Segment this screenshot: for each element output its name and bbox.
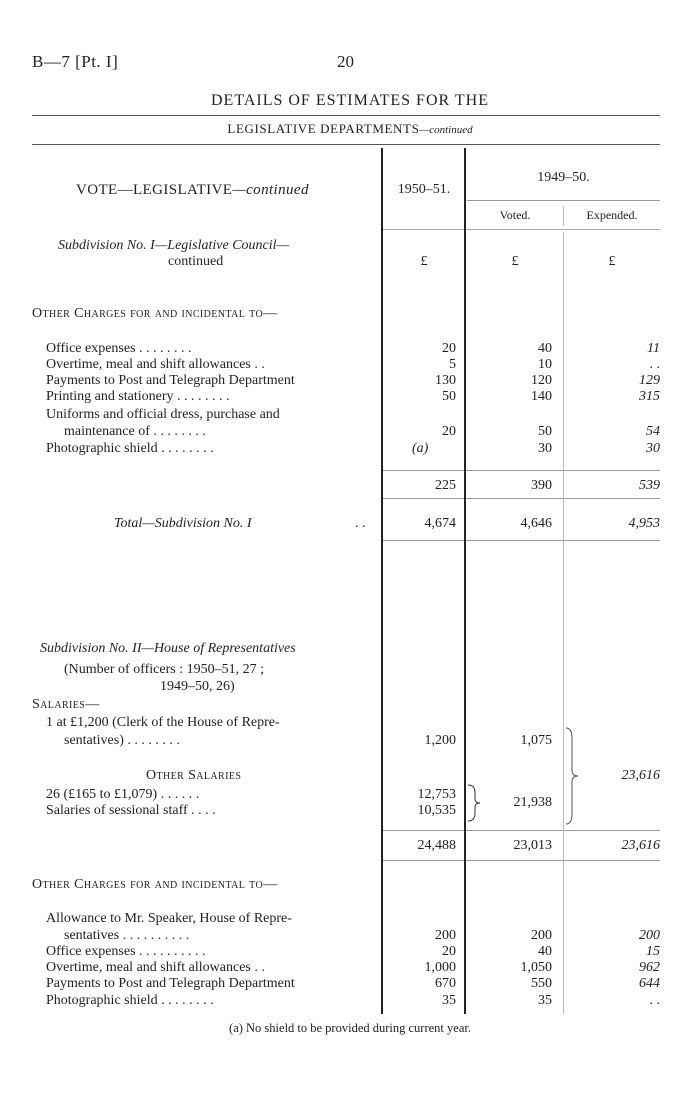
sub1-subtotal-expended: 539 xyxy=(639,478,660,493)
column-rule-1 xyxy=(381,148,383,1014)
sub1-row-voted: 30 xyxy=(538,441,552,456)
year-prev-heading: 1949–50. xyxy=(537,170,590,185)
sub2-row-voted: 40 xyxy=(538,944,552,959)
sub2-os1-1950: 12,753 xyxy=(417,787,456,802)
rule-col-headers xyxy=(382,229,660,230)
rule-sub1-subtotal xyxy=(382,470,660,471)
sub2-clerk-label-cont: sentatives) . . . . . . . . xyxy=(64,733,180,748)
sub1-row-voted: 120 xyxy=(531,373,552,388)
sub2-row-voted: 200 xyxy=(531,928,552,943)
sub2-row-expended: 644 xyxy=(639,976,660,991)
sub2-row-label: sentatives . . . . . . . . . . xyxy=(64,928,190,943)
sub2-other-salaries-heading: Other Salaries xyxy=(146,768,242,783)
sub1-row-1950: 5 xyxy=(449,357,456,372)
rule-sub2-subtotal-bottom xyxy=(382,860,660,861)
sub1-row-expended: 315 xyxy=(639,389,660,404)
sub1-total-dots: . . xyxy=(355,516,366,531)
currency-col1: £ xyxy=(420,254,428,269)
sub2-subtotal-expended: 23,616 xyxy=(621,838,660,853)
rule-top xyxy=(32,115,660,116)
sub1-row-label: Office expenses . . . . . . . . xyxy=(46,341,192,356)
sub1-row-label: Payments to Post and Telegraph Department xyxy=(46,373,295,388)
sub1-row-label: Photographic shield . . . . . . . . xyxy=(46,441,214,456)
rule-sub1-total xyxy=(382,540,660,541)
sub1-row-1950: 130 xyxy=(435,373,456,388)
sub1-row-1950: 20 xyxy=(442,341,456,356)
sub1-row-label: Printing and stationery . . . . . . . . xyxy=(46,389,230,404)
sub2-row-voted: 550 xyxy=(531,976,552,991)
sub2-row-1950: 20 xyxy=(442,944,456,959)
sub2-row-voted: 35 xyxy=(538,993,552,1008)
sub2-row-1950: 200 xyxy=(435,928,456,943)
sub2-grouped-expended: 23,616 xyxy=(621,768,660,783)
sub2-row-1950: 35 xyxy=(442,993,456,1008)
sub1-other-charges-heading: Other Charges for and incidental to— xyxy=(32,306,278,321)
sub1-total-expended: 4,953 xyxy=(628,516,660,531)
sub1-row-expended: 11 xyxy=(647,341,660,356)
sub1-row-label: maintenance of . . . . . . . . xyxy=(64,424,206,439)
sub1-row-label: Overtime, meal and shift allowances . . xyxy=(46,357,265,372)
sub2-row-label: Photographic shield . . . . . . . . xyxy=(46,993,214,1008)
sub2-title: Subdivision No. II—House of Representatives xyxy=(40,641,296,656)
sub1-row-label: Uniforms and official dress, purchase and xyxy=(46,407,280,422)
sub2-row-expended: 962 xyxy=(639,960,660,975)
sub2-salaries-heading: Salaries— xyxy=(32,697,100,712)
footnote: (a) No shield to be provided during current year. xyxy=(229,1021,471,1035)
sub2-other-charges-heading: Other Charges for and incidental to— xyxy=(32,877,278,892)
sub2-row-1950: 670 xyxy=(435,976,456,991)
expended-heading: Expended. xyxy=(586,208,638,222)
sub1-subtotal-1950: 225 xyxy=(435,478,456,493)
vote-heading: VOTE—LEGISLATIVE—continued xyxy=(76,182,309,198)
sub1-row-voted: 10 xyxy=(538,357,552,372)
currency-col3: £ xyxy=(608,254,616,269)
sub2-os2-1950: 10,535 xyxy=(417,803,456,818)
sub1-row-voted: 40 xyxy=(538,341,552,356)
sub1-row-expended: 129 xyxy=(639,373,660,388)
sub1-subtotal-voted: 390 xyxy=(531,478,552,493)
sub1-total-1950: 4,674 xyxy=(424,516,456,531)
sub1-row-voted: 140 xyxy=(531,389,552,404)
sub2-sessional-row: Salaries of sessional staff . . . . xyxy=(46,803,216,818)
page-subtitle: LEGISLATIVE DEPARTMENTS—continued xyxy=(227,121,473,136)
sub1-row-1950: (a) xyxy=(412,441,429,456)
brace-icon xyxy=(564,726,584,826)
sub2-subtotal-1950: 24,488 xyxy=(417,838,456,853)
rule-header xyxy=(32,144,660,145)
year-current-heading: 1950–51. xyxy=(397,182,451,197)
document-reference: B—7 [Pt. I] xyxy=(32,52,119,71)
sub2-row-expended: 200 xyxy=(639,928,660,943)
rule-prev-year xyxy=(467,200,660,201)
sub2-row-label: Office expenses . . . . . . . . . . xyxy=(46,944,206,959)
column-rule-3 xyxy=(563,232,564,1014)
rule-sub1-subtotal-bottom xyxy=(382,498,660,499)
sub2-clerk-1950: 1,200 xyxy=(424,733,456,748)
sub2-clerk-voted: 1,075 xyxy=(520,733,552,748)
sub1-row-expended: 54 xyxy=(646,424,660,439)
sub2-row-label: Allowance to Mr. Speaker, House of Repre- xyxy=(46,911,292,926)
sub2-other-salaries-row: 26 (£165 to £1,079) . . . . . . xyxy=(46,787,200,802)
sub1-title: Subdivision No. I—Legislative Council— xyxy=(58,238,289,253)
sub2-row-1950: 1,000 xyxy=(424,960,456,975)
sub2-clerk-label: 1 at £1,200 (Clerk of the House of Repre- xyxy=(46,715,280,730)
sub1-title-continued: continued xyxy=(168,254,224,269)
sub1-row-1950: 20 xyxy=(442,424,456,439)
currency-col2: £ xyxy=(511,254,519,269)
sub1-row-expended: 30 xyxy=(646,441,660,456)
page-title: DETAILS OF ESTIMATES FOR THE xyxy=(211,92,489,109)
voted-heading: Voted. xyxy=(499,208,531,222)
sub2-subtotal-voted: 23,013 xyxy=(513,838,552,853)
sub2-row-expended: 15 xyxy=(646,944,660,959)
sub2-row-expended: . . xyxy=(649,993,660,1008)
sub1-row-expended: . . xyxy=(649,357,660,372)
sub2-officers-line1: (Number of officers : 1950–51, 27 ; xyxy=(64,662,264,677)
sub2-os-voted: 21,938 xyxy=(513,795,552,810)
page-number: 20 xyxy=(337,52,354,71)
sub2-row-voted: 1,050 xyxy=(520,960,552,975)
rule-sub2-subtotal xyxy=(382,830,660,831)
sub1-total-voted: 4,646 xyxy=(520,516,552,531)
sub2-row-label: Overtime, meal and shift allowances . . xyxy=(46,960,265,975)
sub2-row-label: Payments to Post and Telegraph Department xyxy=(46,976,295,991)
sub1-total-label: Total—Subdivision No. I xyxy=(114,516,252,531)
brace-icon xyxy=(466,783,482,823)
sub1-row-voted: 50 xyxy=(538,424,552,439)
column-rule-2 xyxy=(464,148,466,1014)
sub1-row-1950: 50 xyxy=(442,389,456,404)
sub2-officers-line2: 1949–50, 26) xyxy=(160,679,235,694)
